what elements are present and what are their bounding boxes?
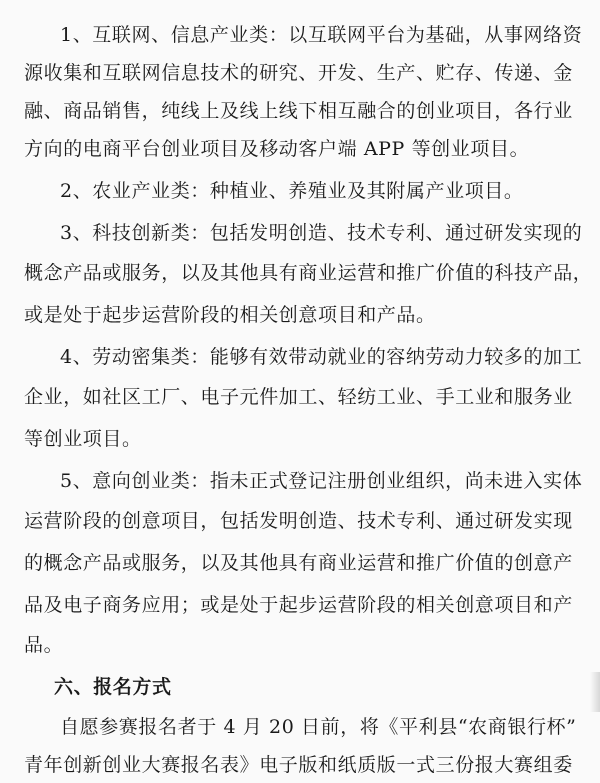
registration-line-1: 自愿参赛报名者于 4 月 20 日前，将《平利县“农商银行杯” <box>60 716 577 738</box>
scan-edge-shadow <box>590 672 600 712</box>
item-1-line-1: 1、互联网、信息产业类：以互联网平台为基础，从事网络资 <box>60 24 583 46</box>
item-5-line-2: 运营阶段的创意项目，包括发明创造、技术专利、通过研发实现 <box>24 510 573 532</box>
item-5-line-1: 5、意向创业类：指未正式登记注册创业组织，尚未进入实体 <box>60 470 583 492</box>
item-5-line-4: 品及电子商务应用；或是处于起步运营阶段的相关创意项目和产 <box>24 594 573 616</box>
item-3-line-3: 或是处于起步运营阶段的相关创意项目和产品。 <box>24 304 436 326</box>
item-3-line-2: 概念产品或服务，以及其他具有商业运营和推广价值的科技产品， <box>24 262 593 284</box>
item-1-line-3: 融、商品销售，纯线上及线上线下相互融合的创业项目，各行业 <box>24 100 573 122</box>
item-3-line-1: 3、科技创新类：包括发明创造、技术专利、通过研发实现的 <box>60 222 583 244</box>
item-2-line-1: 2、农业产业类：种植业、养殖业及其附属产业项目。 <box>60 180 524 202</box>
item-5-line-5: 品。 <box>24 634 64 656</box>
item-1-line-4: 方向的电商平台创业项目及移动客户端 APP 等创业项目。 <box>24 138 530 160</box>
item-5-line-3: 的概念产品或服务，以及其他具有商业运营和推广价值的创意产 <box>24 552 573 574</box>
item-4-line-3: 等创业项目。 <box>24 428 142 450</box>
item-4-line-2: 企业，如社区工厂、电子元件加工、轻纺工业、手工业和服务业 <box>24 386 573 408</box>
registration-line-2: 青年创新创业大赛报名表》电子版和纸质版一式三份报大赛组委 <box>24 754 573 776</box>
section-heading-registration: 六、报名方式 <box>54 676 172 698</box>
item-4-line-1: 4、劳动密集类：能够有效带动就业的容纳劳动力较多的加工 <box>60 346 583 368</box>
item-1-line-2: 源收集和互联网信息技术的研究、开发、生产、贮存、传递、金 <box>24 62 573 84</box>
